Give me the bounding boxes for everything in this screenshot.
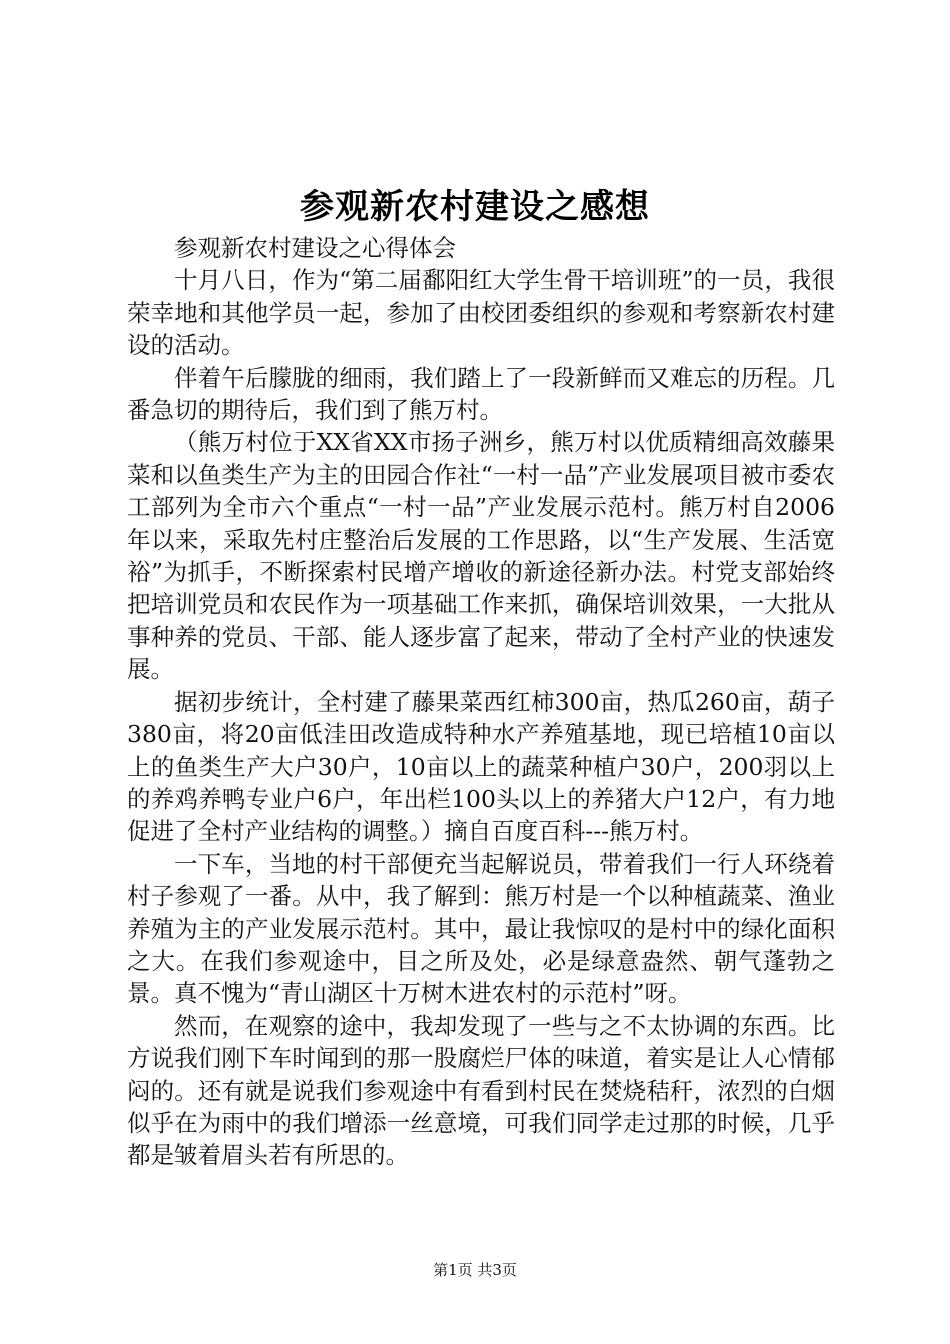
page-number-footer: 第1页 共3页: [433, 1261, 517, 1279]
paragraph: 然而，在观察的途中，我却发现了一些与之不太协调的东西。比方说我们刚下车时闻到的那一股腐烂尸体的味道，着实是让人心情郁闷的。还有就是说我们参观途中有看到村民在焚烧秸秆，浓烈的白烟似乎在为雨中的我们增添一丝意境，可我们同学走过那的时候，几乎都是皱着眉头若有所思的。: [127, 1011, 835, 1170]
paragraph: 据初步统计，全村建了藤果菜西红柿300亩，热瓜260亩，葫子380亩，将20亩低洼田改造成特种水产养殖基地，现已培植10亩以上的鱼类生产大户30户，10亩以上的蔬菜种植户30户，200羽以上的养鸡养鸭专业户6户，年出栏100头以上的养猪大户12户，有力地促进了全村产业结构的调整。）摘自百度百科---熊万村。: [127, 687, 835, 846]
paragraph: 一下车，当地的村干部便充当起解说员，带着我们一行人环绕着村子参观了一番。从中，我了解到：熊万村是一个以种植蔬菜、渔业养殖为主的产业发展示范村。其中，最让我惊叹的是村中的绿化面积之大。在我们参观途中，目之所及处，必是绿意盎然、朝气蓬勃之景。真不愧为“青山湖区十万树木进农村的示范村”呀。: [127, 849, 835, 1008]
document-title: 参观新农村建设之感想: [300, 187, 650, 227]
paragraph: 伴着午后朦胧的细雨，我们踏上了一段新鲜而又难忘的历程。几番急切的期待后，我们到了熊万村。: [127, 363, 835, 425]
paragraph: （熊万村位于XX省XX市扬子洲乡，熊万村以优质精细高效藤果菜和以鱼类生产为主的田园合作社“一村一品”产业发展项目被市委农工部列为全市六个重点“一村一品”产业发展示范村。熊万村自2006年以来，采取先村庄整治后发展的工作思路，以“生产发展、生活宽裕”为抓手，不断探索村民增产增收的新途径新办法。村党支部始终把培训党员和农民作为一项基础工作来抓，确保培训效果，一大批从事种养的党员、干部、能人逐步富了起来，带动了全村产业的快速发展。: [127, 428, 835, 684]
paragraph-subtitle: 参观新农村建设之心得体会: [174, 234, 456, 262]
paragraph: 十月八日，作为“第二届鄱阳红大学生骨干培训班”的一员，我很荣幸地和其他学员一起，参加了由校团委组织的参观和考察新农村建设的活动。: [127, 266, 835, 360]
document-body: [127, 232, 835, 1172]
